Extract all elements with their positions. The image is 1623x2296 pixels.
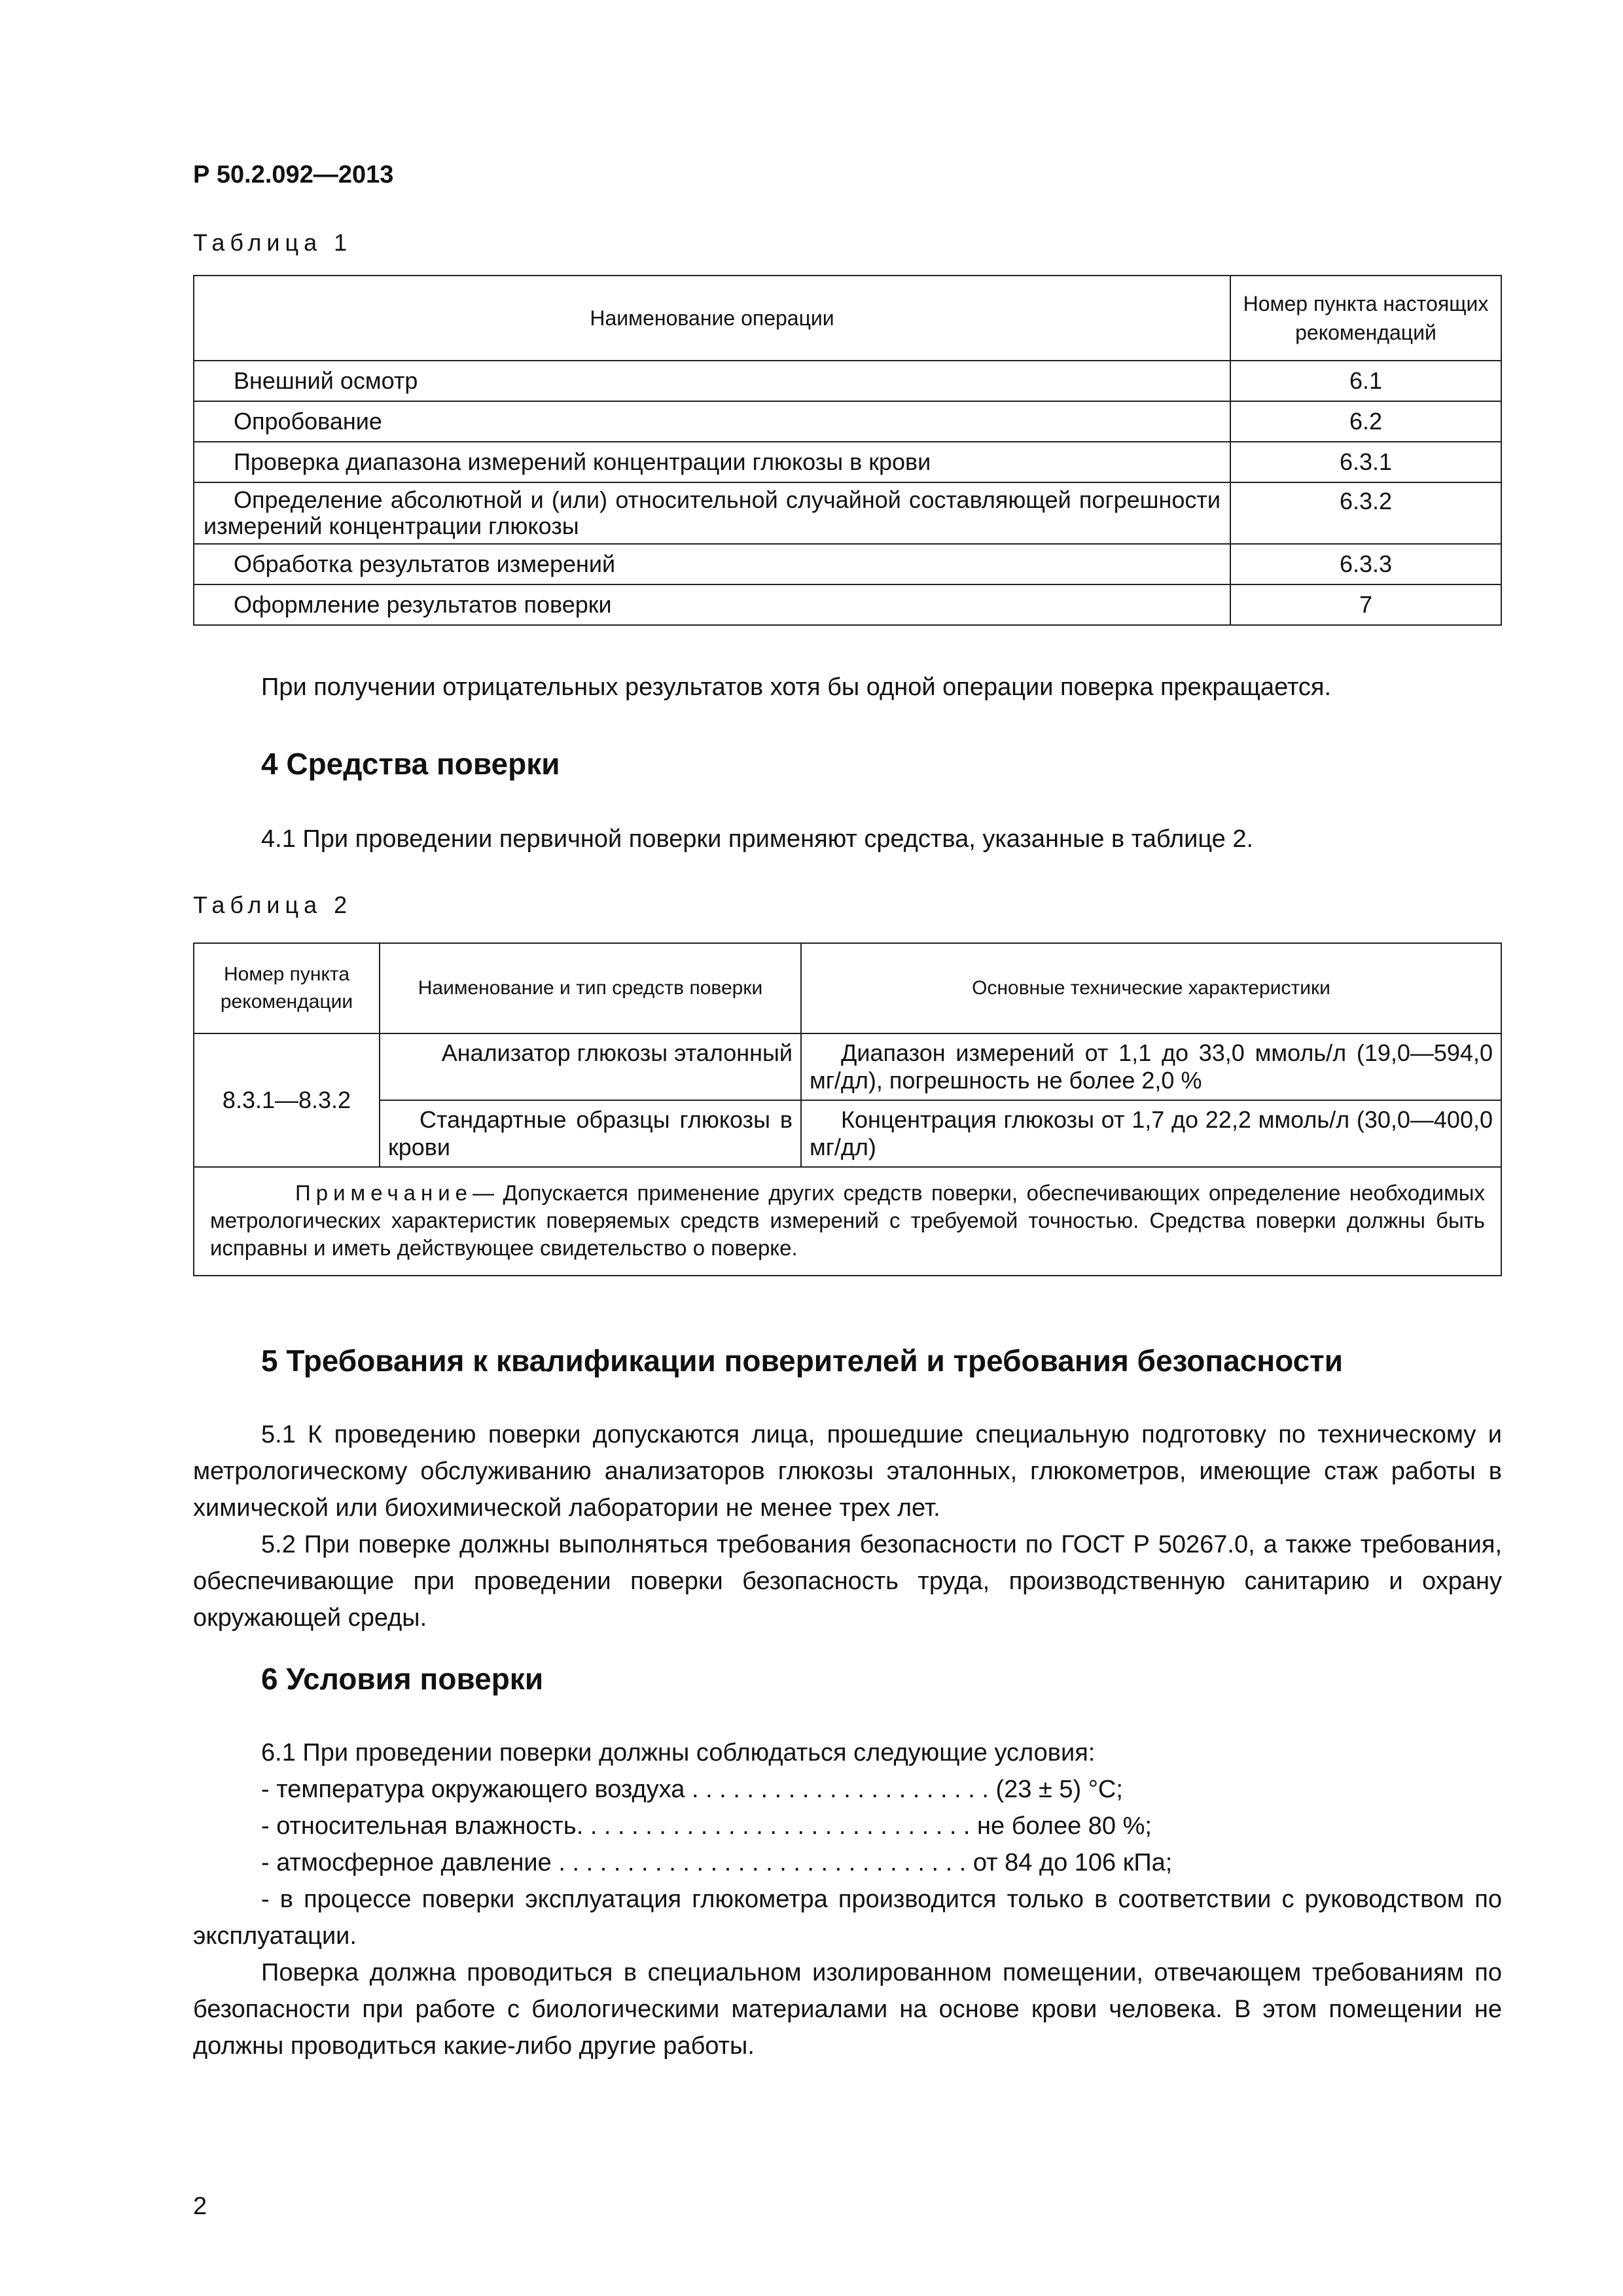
paragraph-5-2: 5.2 При поверке должны выполняться требования безопасности по ГОСТ Р 50267.0, а также требования, обеспечивающие при проведении поверки безопасность труда, производственную санитарию и охрану окружающей среды. — [193, 1531, 1502, 1632]
table-row — [194, 544, 1501, 584]
table1-note-text: При получении отрицательных результатов хотя бы одной операции поверка прекращается. — [261, 673, 1332, 701]
condition-operation: - в процессе поверки эксплуатация глюкометра производится только в соответствии с руководством по эксплуатации. — [193, 1886, 1502, 1950]
operation-name: Обработка результатов измерений — [194, 544, 1230, 584]
table1-header-row — [194, 276, 1501, 361]
operation-name: Опробование — [194, 401, 1230, 442]
table2-col1-header: Номер пункта рекомендации — [194, 943, 380, 1033]
instrument-name: Анализатор глюкозы эталонный — [380, 1033, 801, 1100]
table-row — [194, 361, 1501, 401]
operation-name: Проверка диапазона измерений концентрации глюкозы в крови — [194, 442, 1230, 482]
table1-col2-header: Номер пункта настоящих рекомендаций — [1230, 276, 1501, 361]
operation-point: 6.3.3 — [1230, 544, 1501, 584]
paragraph-4-1: 4.1 При проведении первичной поверки применяют средства, указанные в таблице 2. — [261, 825, 1254, 853]
table1-col1-header: Наименование операции — [194, 276, 1230, 361]
condition-value: от 84 до 106 кПа; — [972, 1849, 1173, 1876]
operation-point: 6.3.2 — [1230, 482, 1501, 544]
condition-label: - относительная влажность — [261, 1812, 577, 1840]
condition-temperature — [261, 1771, 1501, 1808]
table-row — [194, 584, 1501, 625]
condition-value: не более 80 %; — [977, 1812, 1152, 1840]
condition-label: - атмосферное давление — [261, 1849, 552, 1876]
instrument-name: Стандартные образцы глюкозы в крови — [380, 1100, 801, 1167]
recommendation-point: 8.3.1—8.3.2 — [194, 1033, 380, 1167]
page-number: 2 — [193, 2193, 207, 2220]
operation-name: Определение абсолютной и (или) относительной случайной составляющей погрешности измерений концентрации глюкозы — [194, 482, 1230, 544]
condition-label: - температура окружающего воздуха — [261, 1776, 685, 1803]
table-row — [194, 1100, 1501, 1167]
section4-heading: 4 Средства поверки — [261, 747, 560, 781]
section5-heading: 5 Требования к квалификации поверителей и требования безопасности — [261, 1344, 1343, 1378]
operation-point: 7 — [1230, 584, 1501, 625]
operation-name: Оформление результатов поверки — [194, 584, 1230, 625]
condition-leader: . . . . . . . . . . . . . . . . . . . . . . . . . . . . . — [576, 1812, 978, 1840]
operation-point: 6.2 — [1230, 401, 1501, 442]
paragraph-5-1: 5.1 К проведению поверки допускаются лица, прошедшие специальную подготовку по техническому и метрологическому обслуживанию анализаторов глюкозы эталонных, глюкометров, имеющие стаж работы в химической или биохимической лаборатории не менее трех лет. — [193, 1421, 1502, 1522]
condition-pressure — [261, 1844, 1501, 1881]
table-row — [194, 401, 1501, 442]
note-text: — Допускается применение других средств поверки, обеспечивающих определение необходимых метрологических характеристик поверяемых средств измерений с требуемой точностью. Средства поверки должны быть исправны и иметь действующее свидетельство о поверке. — [210, 1181, 1485, 1260]
table1-caption: Таблица 1 — [193, 229, 353, 256]
condition-value: (23 ± 5) °С; — [995, 1776, 1123, 1803]
paragraph-room-requirements: Поверка должна проводиться в специальном изолированном помещении, отвечающем требованиям по безопасности при работе с биологическими материалами на основе крови человека. В этом помещении не должны проводиться какие-либо другие работы. — [193, 1959, 1502, 2060]
table2-col2-header: Наименование и тип средств поверки — [380, 943, 801, 1033]
condition-leader: . . . . . . . . . . . . . . . . . . . . . . . . . . . . . . — [551, 1849, 973, 1876]
section6-heading: 6 Условия поверки — [261, 1662, 544, 1696]
table2-header-row — [194, 943, 1501, 1033]
condition-leader: . . . . . . . . . . . . . . . . . . . . . . — [685, 1776, 996, 1803]
table2-caption: Таблица 2 — [193, 891, 353, 918]
table2 — [193, 942, 1502, 1276]
table2-col3-header: Основные технические характеристики — [801, 943, 1501, 1033]
table1 — [193, 275, 1502, 626]
operation-point: 6.3.1 — [1230, 442, 1501, 482]
operation-point: 6.1 — [1230, 361, 1501, 401]
condition-humidity — [261, 1808, 1501, 1844]
operation-name: Внешний осмотр — [194, 361, 1230, 401]
instrument-spec: Диапазон измерений от 1,1 до 33,0 ммоль/л (19,0—594,0 мг/дл), погрешность не более 2,0 % — [801, 1033, 1501, 1100]
paragraph-6-1: 6.1 При проведении поверки должны соблюдаться следующие условия: — [261, 1739, 1096, 1767]
document-number: Р 50.2.092—2013 — [193, 161, 394, 188]
table-row — [194, 442, 1501, 482]
instrument-spec: Концентрация глюкозы от 1,7 до 22,2 ммоль/л (30,0—400,0 мг/дл) — [801, 1100, 1501, 1167]
table-row — [194, 482, 1501, 544]
note-label: Примечание — [295, 1181, 473, 1205]
table-row — [194, 1167, 1501, 1276]
table-row — [194, 1033, 1501, 1100]
table2-note — [194, 1167, 1501, 1276]
